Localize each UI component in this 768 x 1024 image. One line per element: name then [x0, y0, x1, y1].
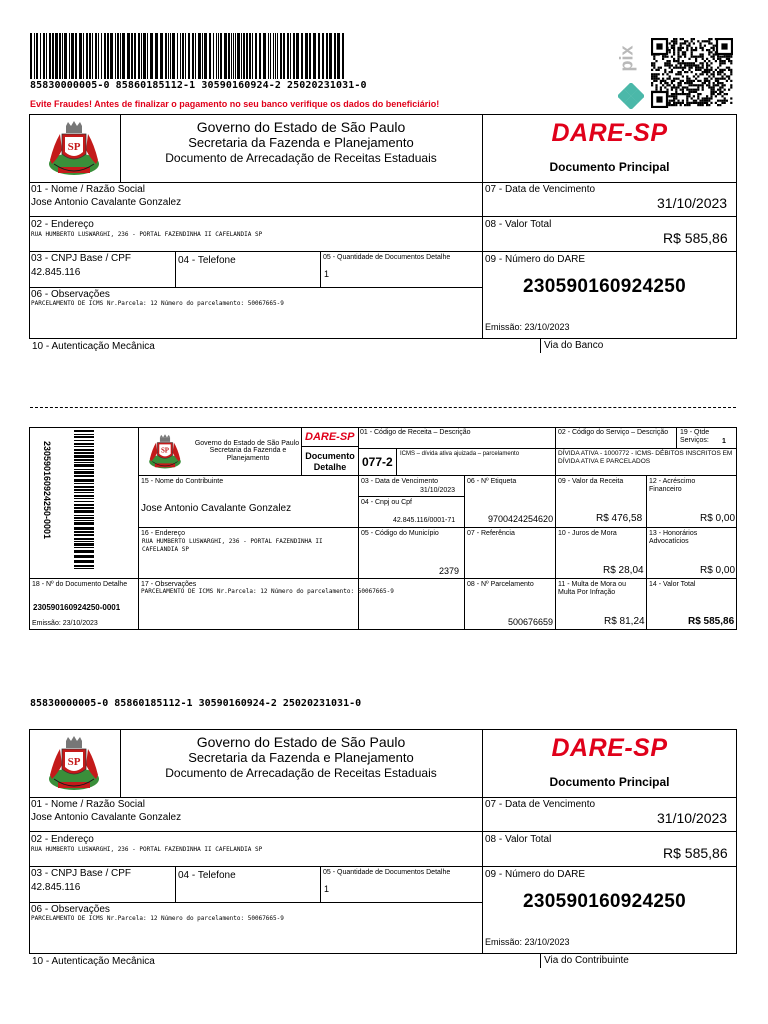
receita-code: 077-2 [362, 455, 393, 469]
parcelamento-value: 500676659 [508, 617, 554, 627]
documento-title: Documento de Arrecadação de Receitas Estaduais [165, 766, 437, 780]
detalhe-gov: Governo do Estado de São Paulo [194, 440, 300, 447]
sp-coat-of-arms-small [146, 431, 184, 473]
gov-title: Governo do Estado de São Paulo [196, 119, 406, 135]
telefone-label: 04 - Telefone [178, 870, 236, 881]
via-label: Via do Contribuinte [544, 955, 629, 966]
obs-value: PARCELAMENTO DE ICMS Nr.Parcela: 12 Número do parcelamento: 50067665-9 [141, 588, 394, 595]
numero-value: 230590160924250 [523, 276, 687, 297]
servico-desc: DÍVIDA ATIVA - 1000772 - ICMS- DÉBITOS INSCRITOS EM DÍVIDA ATIVA E PARCELADOS [558, 450, 733, 465]
svg-text:SP: SP [67, 756, 81, 768]
endereco-label: 02 - Endereço [31, 834, 94, 845]
honorarios-value: R$ 0,00 [700, 565, 736, 576]
cnpj-value: 42.845.116 [31, 267, 81, 278]
multa-label: 11 - Multa de Mora ou Multa Por Infração [558, 581, 626, 596]
ndoc-value: 230590160924250-0001 [33, 603, 121, 612]
total-label: 14 - Valor Total [649, 581, 696, 588]
venc-value: 31/10/2023 [657, 810, 728, 826]
juros-label: 10 - Juros de Mora [558, 530, 617, 537]
receita-desc: ICMS – dívida ativa ajuizada – parcelamento [400, 451, 520, 457]
endereco-label: 02 - Endereço [31, 219, 94, 230]
venc-label: 07 - Data de Vencimento [485, 799, 596, 810]
obs-label: 06 - Observações [31, 289, 110, 300]
etiqueta-value: 9700424254620 [488, 514, 554, 524]
endereco-value: RUA HUMBERTO LUSWARGHI, 236 - PORTAL FAZENDINHA II CAFELANDIA SP [31, 846, 263, 853]
acrescimo-label: 12 - Acréscimo Financeiro [649, 478, 696, 493]
cnpj-label: 03 - CNPJ Base / CPF [31, 868, 132, 879]
numero-value: 230590160924250 [523, 891, 687, 912]
nome-label: 01 - Nome / Razão Social [31, 184, 145, 195]
servico-label: 02 - Código do Serviço – Descrição [558, 429, 669, 436]
top-barcode [30, 33, 412, 79]
emissao-value: Emissão: 23/10/2023 [485, 322, 570, 332]
autenticacao-label: 10 - Autenticação Mecânica [32, 956, 155, 967]
qtde-value: 1 [722, 438, 726, 445]
contrib-value: Jose Antonio Cavalante Gonzalez [141, 503, 292, 514]
pix-text: pix [616, 45, 637, 72]
valor-label: 08 - Valor Total [485, 219, 552, 230]
detalhe-brand: DARE-SP [305, 431, 355, 443]
valor-label: 08 - Valor Total [485, 834, 552, 845]
cnpj-label: 04 - Cnpj ou Cpf [361, 499, 412, 506]
total-value: R$ 585,86 [688, 616, 735, 627]
endereco-value: RUA HUMBERTO LUSWARGHI, 236 - PORTAL FAZENDINHA II CAFELANDIA SP [31, 231, 263, 238]
dare-sp-title: DARE-SP [551, 734, 668, 762]
autenticacao-label: 10 - Autenticação Mecânica [32, 341, 155, 352]
doc-principal-label: Documento Principal [549, 775, 670, 789]
cut-line [30, 407, 736, 408]
svg-text:SP: SP [67, 141, 81, 153]
cnpj-value: 42.845.116 [31, 882, 81, 893]
pix-icon [618, 83, 644, 109]
qtd-label: 05 - Quantidade de Documentos Detalhe [323, 869, 451, 876]
vertical-number: 230590160924250-0001 [42, 440, 52, 540]
barcode-line-2: 85830000005-0 85860185112-1 30590160924-2 25020231031-0 [30, 698, 362, 709]
qtd-label: 05 - Quantidade de Documentos Detalhe [323, 254, 451, 261]
pix-qr-code [651, 38, 733, 108]
cnpj-label: 03 - CNPJ Base / CPF [31, 253, 132, 264]
venc-label: 03 - Data de Vencimento [361, 478, 439, 485]
documento-title: Documento de Arrecadação de Receitas Estaduais [165, 151, 437, 165]
valor-receita-value: R$ 476,58 [596, 513, 643, 524]
valor-value: R$ 585,86 [663, 230, 728, 246]
contrib-label: 15 - Nome do Contribuinte [141, 478, 224, 485]
qtde-label: 19 - Qtde Serviços: [680, 429, 710, 444]
pix-logo [614, 38, 646, 110]
receita-label: 01 - Código de Receita – Descrição [360, 429, 471, 436]
secretaria-title: Secretaria da Fazenda e Planejamento [188, 750, 414, 765]
acrescimo-value: R$ 0,00 [700, 513, 736, 524]
numero-label: 09 - Número do DARE [485, 869, 586, 880]
valor-value: R$ 585,86 [663, 845, 728, 861]
fraud-warning: Evite Fraudes! Antes de finalizar o pagamento no seu banco verifique os dados do beneficiário! [30, 99, 440, 109]
qtd-value: 1 [324, 884, 330, 894]
referencia-label: 07 - Referência [467, 530, 515, 537]
nome-label: 01 - Nome / Razão Social [31, 799, 145, 810]
parcelamento-label: 08 - Nº Parcelamento [467, 581, 534, 588]
endereco-value: RUA HUMBERTO LUSWARGHI, 236 - PORTAL FAZENDINHA II CAFELANDIA SP [142, 538, 323, 553]
obs-label: 06 - Observações [31, 904, 110, 915]
barcode-line: 85830000005-0 85860185112-1 30590160924-2 25020231031-0 [30, 80, 367, 91]
honorarios-label: 13 - Honorários Advocatícios [649, 530, 698, 545]
svg-text:SP: SP [160, 446, 170, 455]
emissao-value: Emissão: 23/10/2023 [485, 937, 570, 947]
doc-principal-label: Documento Principal [549, 160, 670, 174]
sp-coat-of-arms [44, 120, 104, 178]
sp-coat-of-arms [44, 735, 104, 793]
nome-value: Jose Antonio Cavalante Gonzalez [31, 812, 182, 823]
qtd-value: 1 [324, 269, 330, 279]
detalhe-emissao: Emissão: 23/10/2023 [32, 620, 98, 627]
gov-title: Governo do Estado de São Paulo [196, 734, 406, 750]
secretaria-title: Secretaria da Fazenda e Planejamento [188, 135, 414, 150]
valor-receita-label: 09 - Valor da Receita [558, 478, 624, 485]
via-label: Via do Banco [544, 340, 604, 351]
etiqueta-label: 06 - Nº Etiqueta [467, 478, 517, 485]
endereco-label: 16 - Endereço [141, 530, 185, 537]
nome-value: Jose Antonio Cavalante Gonzalez [31, 197, 182, 208]
venc-value: 31/10/2023 [420, 487, 456, 494]
detalhe-secretaria: Secretaria da Fazenda e Planejamento [209, 447, 287, 462]
multa-value: R$ 81,24 [604, 616, 645, 627]
obs-value: PARCELAMENTO DE ICMS Nr.Parcela: 12 Número do parcelamento: 50067665-9 [31, 300, 284, 307]
ndoc-label: 18 - Nº do Documento Detalhe [32, 581, 128, 588]
venc-label: 07 - Data de Vencimento [485, 184, 596, 195]
obs-value: PARCELAMENTO DE ICMS Nr.Parcela: 12 Número do parcelamento: 50067665-9 [31, 915, 284, 922]
cnpj-value: 42.845.116/0001-71 [393, 517, 456, 524]
telefone-label: 04 - Telefone [178, 255, 236, 266]
dare-sp-title: DARE-SP [551, 119, 668, 147]
numero-label: 09 - Número do DARE [485, 254, 586, 265]
municipio-value: 2379 [439, 566, 460, 576]
venc-value: 31/10/2023 [657, 195, 728, 211]
municipio-label: 05 - Código do Município [361, 530, 439, 537]
detalhe-doc-label: Documento Detalhe [305, 451, 355, 472]
juros-value: R$ 28,04 [603, 565, 644, 576]
obs-label: 17 - Observações [141, 581, 197, 588]
